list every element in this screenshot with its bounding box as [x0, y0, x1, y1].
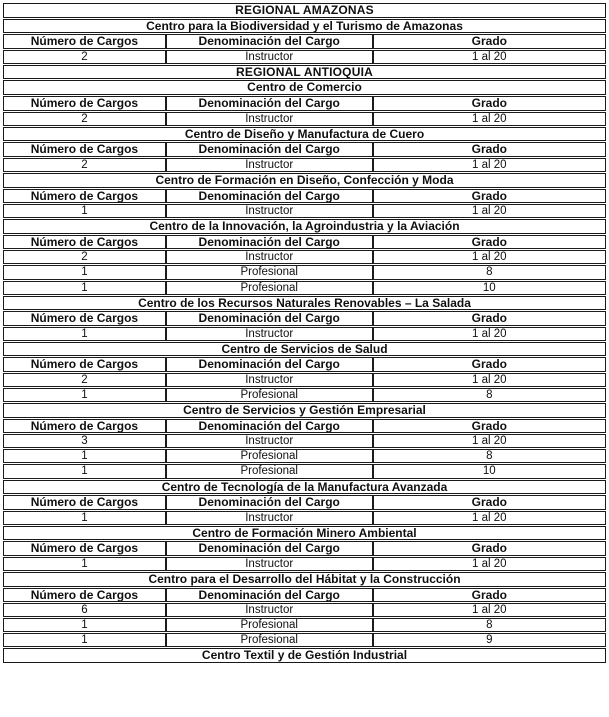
column-header-grado: Grado [373, 189, 606, 204]
position-grado: 1 al 20 [373, 603, 606, 617]
column-header-row [3, 357, 606, 372]
position-cargos: 2 [3, 158, 166, 172]
position-row [3, 112, 606, 126]
position-row [3, 265, 606, 279]
column-header-cargos: Número de Cargos [3, 588, 166, 603]
position-row [3, 250, 606, 264]
column-header-row [3, 34, 606, 49]
region-title: REGIONAL ANTIOQUIA [3, 65, 606, 80]
position-cargos: 1 [3, 464, 166, 478]
position-grado: 8 [373, 618, 606, 632]
position-grado: 1 al 20 [373, 557, 606, 571]
column-header-row [3, 588, 606, 603]
position-denominacion: Instructor [166, 50, 373, 64]
position-grado: 10 [373, 464, 606, 478]
column-header-grado: Grado [373, 357, 606, 372]
position-grado: 1 al 20 [373, 50, 606, 64]
position-grado: 9 [373, 633, 606, 647]
center-row [3, 342, 606, 357]
position-denominacion: Instructor [166, 557, 373, 571]
center-row [3, 219, 606, 234]
positions-table-body [3, 3, 606, 663]
center-title: Centro para la Biodiversidad y el Turismo de Amazonas [3, 19, 606, 34]
center-row [3, 19, 606, 34]
position-grado: 1 al 20 [373, 511, 606, 525]
position-cargos: 1 [3, 511, 166, 525]
position-cargos: 1 [3, 204, 166, 218]
position-row [3, 618, 606, 632]
position-row [3, 511, 606, 525]
column-header-cargos: Número de Cargos [3, 541, 166, 556]
position-denominacion: Profesional [166, 388, 373, 402]
region-row [3, 3, 606, 18]
column-header-cargos: Número de Cargos [3, 96, 166, 111]
column-header-row [3, 419, 606, 434]
position-grado: 1 al 20 [373, 373, 606, 387]
column-header-denominacion: Denominación del Cargo [166, 96, 373, 111]
position-denominacion: Instructor [166, 373, 373, 387]
positions-table [3, 2, 606, 664]
column-header-denominacion: Denominación del Cargo [166, 541, 373, 556]
column-header-cargos: Número de Cargos [3, 235, 166, 250]
column-header-grado: Grado [373, 235, 606, 250]
column-header-grado: Grado [373, 142, 606, 157]
position-grado: 8 [373, 449, 606, 463]
position-grado: 1 al 20 [373, 112, 606, 126]
position-cargos: 1 [3, 388, 166, 402]
position-cargos: 1 [3, 281, 166, 295]
column-header-cargos: Número de Cargos [3, 34, 166, 49]
column-header-grado: Grado [373, 311, 606, 326]
column-header-grado: Grado [373, 96, 606, 111]
position-denominacion: Profesional [166, 618, 373, 632]
center-title: Centro de Diseño y Manufactura de Cuero [3, 127, 606, 142]
position-denominacion: Instructor [166, 250, 373, 264]
column-header-denominacion: Denominación del Cargo [166, 588, 373, 603]
column-header-denominacion: Denominación del Cargo [166, 34, 373, 49]
position-cargos: 2 [3, 373, 166, 387]
column-header-grado: Grado [373, 588, 606, 603]
position-row [3, 464, 606, 478]
position-denominacion: Instructor [166, 511, 373, 525]
position-denominacion: Instructor [166, 434, 373, 448]
column-header-denominacion: Denominación del Cargo [166, 189, 373, 204]
column-header-cargos: Número de Cargos [3, 357, 166, 372]
center-title: Centro de Tecnología de la Manufactura Avanzada [3, 480, 606, 495]
center-row [3, 80, 606, 95]
position-cargos: 2 [3, 112, 166, 126]
position-cargos: 6 [3, 603, 166, 617]
position-denominacion: Instructor [166, 158, 373, 172]
center-row [3, 403, 606, 418]
position-grado: 8 [373, 388, 606, 402]
column-header-cargos: Número de Cargos [3, 142, 166, 157]
column-header-grado: Grado [373, 495, 606, 510]
position-grado: 1 al 20 [373, 327, 606, 341]
center-row [3, 648, 606, 663]
column-header-row [3, 96, 606, 111]
position-row [3, 449, 606, 463]
column-header-denominacion: Denominación del Cargo [166, 357, 373, 372]
position-cargos: 1 [3, 618, 166, 632]
position-denominacion: Profesional [166, 449, 373, 463]
center-row [3, 480, 606, 495]
column-header-row [3, 189, 606, 204]
center-row [3, 296, 606, 311]
column-header-row [3, 235, 606, 250]
position-denominacion: Instructor [166, 603, 373, 617]
column-header-row [3, 142, 606, 157]
position-cargos: 1 [3, 265, 166, 279]
center-title: Centro de Comercio [3, 80, 606, 95]
position-row [3, 603, 606, 617]
position-grado: 1 al 20 [373, 158, 606, 172]
position-denominacion: Profesional [166, 265, 373, 279]
position-grado: 10 [373, 281, 606, 295]
position-cargos: 3 [3, 434, 166, 448]
position-denominacion: Instructor [166, 327, 373, 341]
center-title: Centro para el Desarrollo del Hábitat y la Construcción [3, 572, 606, 587]
column-header-cargos: Número de Cargos [3, 311, 166, 326]
column-header-cargos: Número de Cargos [3, 189, 166, 204]
column-header-grado: Grado [373, 419, 606, 434]
column-header-denominacion: Denominación del Cargo [166, 495, 373, 510]
position-row [3, 50, 606, 64]
position-row [3, 281, 606, 295]
column-header-cargos: Número de Cargos [3, 495, 166, 510]
center-title: Centro de Servicios de Salud [3, 342, 606, 357]
center-row [3, 572, 606, 587]
position-cargos: 1 [3, 557, 166, 571]
position-grado: 1 al 20 [373, 434, 606, 448]
column-header-row [3, 311, 606, 326]
center-title: Centro de Formación en Diseño, Confección y Moda [3, 173, 606, 188]
position-grado: 1 al 20 [373, 204, 606, 218]
center-title: Centro de los Recursos Naturales Renovables – La Salada [3, 296, 606, 311]
position-cargos: 1 [3, 449, 166, 463]
position-cargos: 2 [3, 250, 166, 264]
position-denominacion: Instructor [166, 204, 373, 218]
center-title: Centro Textil y de Gestión Industrial [3, 648, 606, 663]
position-grado: 1 al 20 [373, 250, 606, 264]
region-row [3, 65, 606, 80]
center-row [3, 173, 606, 188]
position-row [3, 327, 606, 341]
center-row [3, 127, 606, 142]
column-header-grado: Grado [373, 34, 606, 49]
position-grado: 8 [373, 265, 606, 279]
position-cargos: 1 [3, 327, 166, 341]
position-row [3, 434, 606, 448]
position-row [3, 373, 606, 387]
column-header-denominacion: Denominación del Cargo [166, 311, 373, 326]
column-header-cargos: Número de Cargos [3, 419, 166, 434]
position-row [3, 388, 606, 402]
position-row [3, 204, 606, 218]
position-denominacion: Profesional [166, 464, 373, 478]
column-header-denominacion: Denominación del Cargo [166, 142, 373, 157]
region-title: REGIONAL AMAZONAS [3, 3, 606, 18]
position-cargos: 2 [3, 50, 166, 64]
center-title: Centro de Servicios y Gestión Empresarial [3, 403, 606, 418]
position-row [3, 158, 606, 172]
column-header-denominacion: Denominación del Cargo [166, 235, 373, 250]
position-denominacion: Instructor [166, 112, 373, 126]
column-header-denominacion: Denominación del Cargo [166, 419, 373, 434]
position-cargos: 1 [3, 633, 166, 647]
column-header-row [3, 541, 606, 556]
position-denominacion: Profesional [166, 633, 373, 647]
column-header-row [3, 495, 606, 510]
center-row [3, 526, 606, 541]
position-row [3, 633, 606, 647]
column-header-grado: Grado [373, 541, 606, 556]
center-title: Centro de Formación Minero Ambiental [3, 526, 606, 541]
position-denominacion: Profesional [166, 281, 373, 295]
center-title: Centro de la Innovación, la Agroindustria y la Aviación [3, 219, 606, 234]
position-row [3, 557, 606, 571]
